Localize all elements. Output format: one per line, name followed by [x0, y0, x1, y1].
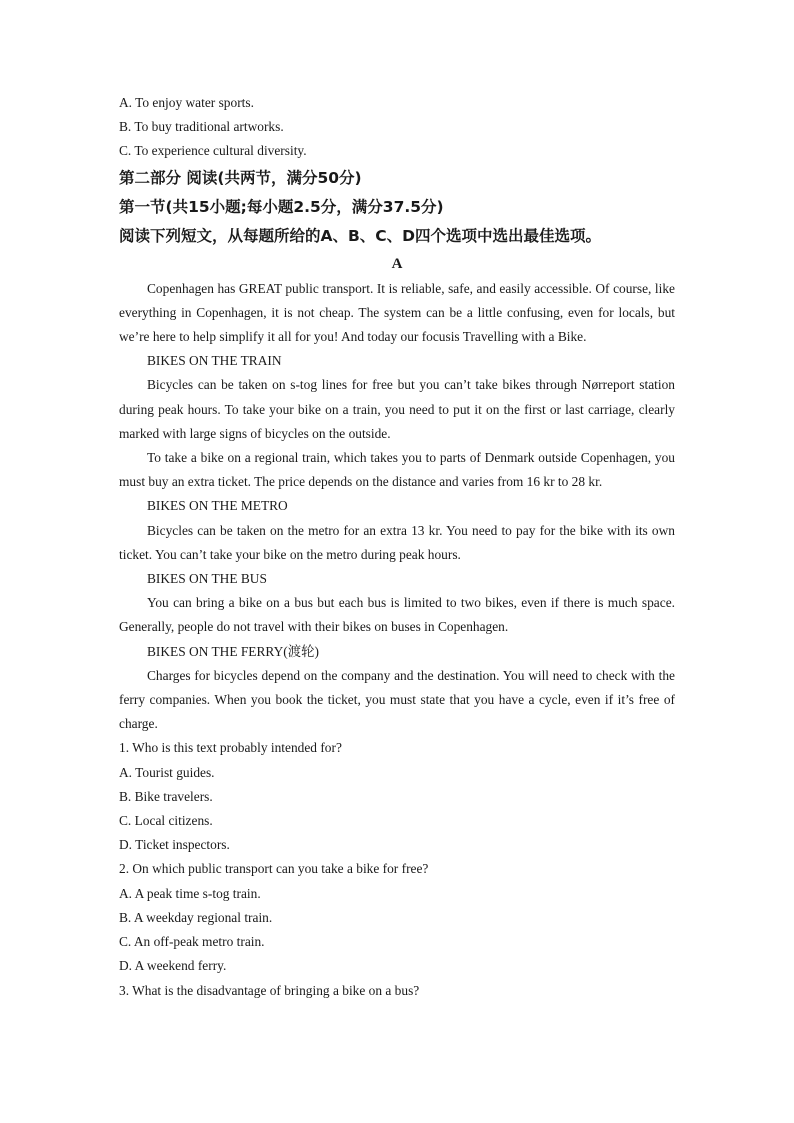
- section-heading: 第二部分 阅读(共两节，满分50分): [119, 168, 362, 187]
- prev-option-a: A. To enjoy water sports.: [119, 95, 254, 110]
- q2-option-b: B. A weekday regional train.: [119, 909, 273, 925]
- q1-option-a: A. Tourist guides.: [119, 764, 215, 780]
- q1-option-d: D. Ticket inspectors.: [119, 837, 230, 853]
- q2-option-d: D. A weekend ferry.: [119, 958, 227, 974]
- metro-paragraph: Bicycles can be taken on the metro for an extra 13 kr. You need to pay for the bike with its own ticket. You can’t take your bike on the metro during peak hours.: [119, 522, 675, 562]
- passage-label: A: [391, 255, 403, 272]
- bus-heading: BIKES ON THE BUS: [147, 571, 267, 587]
- prev-option-c: C. To experience cultural diversity.: [119, 143, 307, 159]
- q1-option-b: B. Bike travelers.: [119, 788, 213, 804]
- instructions: 阅读下列短文，从每题所给的A、B、C、D四个选项中选出最佳选项。: [119, 226, 602, 245]
- q1-option-c: C. Local citizens.: [119, 813, 213, 829]
- train-paragraph-2: To take a bike on a regional train, which takes you to parts of Denmark outside Copenhagen, you must buy an extra ticket. The price depends on the distance and varies from 16 kr to 28 kr.: [119, 450, 675, 490]
- intro-paragraph: Copenhagen has GREAT public transport. It is reliable, safe, and easily accessible. Of course, like everything in Copenhagen, it is not cheap. The system can be a little confusing, even for locals, but we’re here to help simplify it all for you! And today our focusis Travelling with a Bike.: [119, 280, 675, 345]
- metro-heading: BIKES ON THE METRO: [147, 498, 288, 514]
- q2-option-c: C. An off-peak metro train.: [119, 934, 265, 950]
- train-paragraph-1: Bicycles can be taken on s-tog lines for free but you can’t take bikes through Nørreport station during peak hours. To take your bike on a train, you need to put it on the first or last carriage, clearly marked with large signs of bicycles on the outside.: [119, 377, 675, 441]
- ferry-paragraph: Charges for bicycles depend on the company and the destination. You will need to check with the ferry companies. When you book the ticket, you must state that you have a cycle, even if it’s free of charge.: [119, 667, 675, 732]
- bus-paragraph: You can bring a bike on a bus but each bus is limited to two bikes, even if there is much space. Generally, people do not travel with their bikes on buses in Copenhagen.: [119, 595, 675, 635]
- subsection-heading: 第一节(共15小题;每小题2.5分，满分37.5分): [119, 197, 444, 216]
- question-1: 1. Who is this text probably intended for?: [119, 740, 342, 756]
- question-3: 3. What is the disadvantage of bringing a bike on a bus?: [119, 982, 420, 998]
- prev-option-b: B. To buy traditional artworks.: [119, 119, 284, 135]
- question-2: 2. On which public transport can you take a bike for free?: [119, 861, 429, 877]
- train-heading: BIKES ON THE TRAIN: [147, 353, 282, 369]
- ferry-heading: BIKES ON THE FERRY(渡轮): [147, 643, 319, 659]
- exam-page: [119, 91, 675, 1003]
- q2-option-a: A. A peak time s-tog train.: [119, 885, 261, 901]
